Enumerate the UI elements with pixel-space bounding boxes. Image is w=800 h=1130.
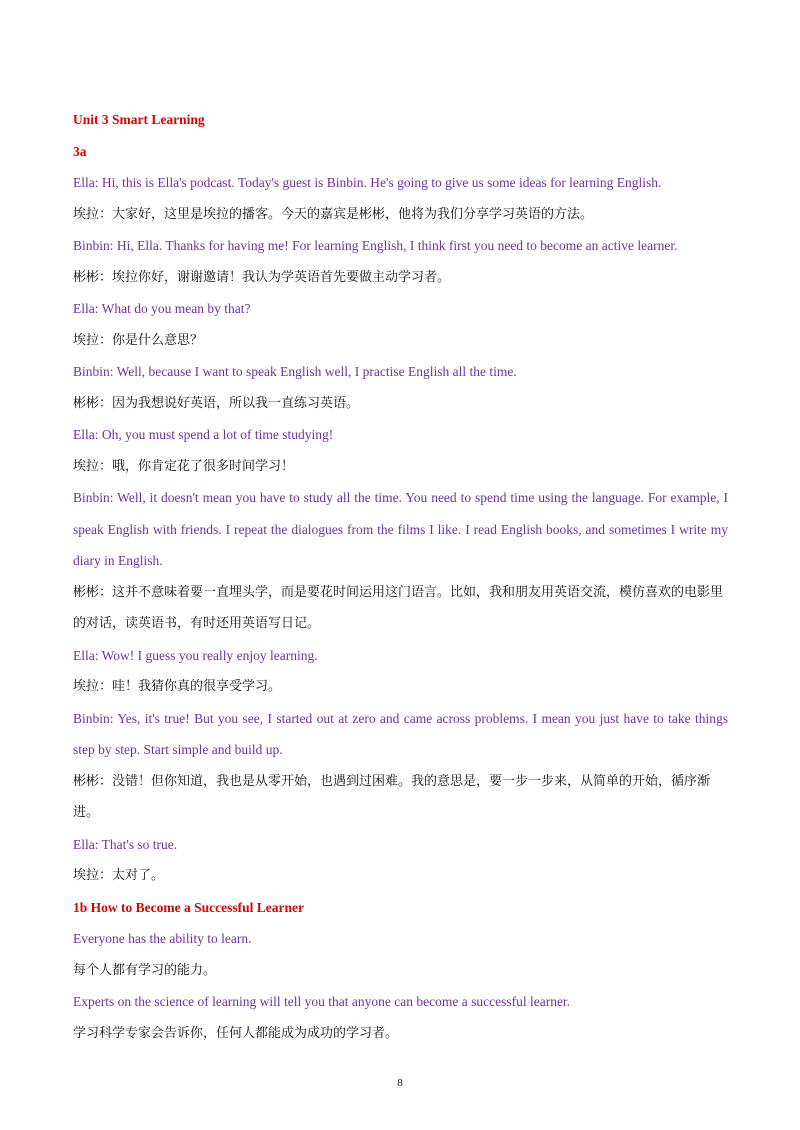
dialogue-line-chinese: 埃拉：你是什么意思？ bbox=[73, 332, 204, 348]
dialogue-line-english: Ella: Oh, you must spend a lot of time studying! bbox=[73, 427, 334, 442]
dialogue-line-chinese: 埃拉：大家好，这里是埃拉的播客。今天的嘉宾是彬彬，他将为我们分享学习英语的方法。 bbox=[73, 206, 594, 222]
unit-title: Unit 3 Smart Learning bbox=[73, 112, 205, 127]
passage-line-chinese: 每个人都有学习的能力。 bbox=[73, 962, 217, 978]
passage-line-english: Everyone has the ability to learn. bbox=[73, 931, 252, 946]
passage-line-english: Experts on the science of learning will tell you that anyone can become a successful learner. bbox=[73, 994, 571, 1009]
dialogue-line-chinese: 彬彬：因为我想说好英语，所以我一直练习英语。 bbox=[73, 395, 360, 411]
dialogue-line-english: Ella: That's so true. bbox=[73, 836, 178, 852]
section-heading-3a: 3a bbox=[73, 143, 87, 159]
dialogue-line-english: Ella: Hi, this is Ella's podcast. Today's guest is Binbin. He's going to give us some ideas for learning English. bbox=[73, 175, 662, 190]
dialogue-line-english: Ella: Wow! I guess you really enjoy learning. bbox=[73, 647, 318, 663]
dialogue-line-english: Binbin: Well, because I want to speak English well, I practise English all the time. bbox=[73, 364, 517, 379]
document-page bbox=[73, 104, 728, 1049]
passage-line-chinese: 学习科学专家会告诉你，任何人都能成为成功的学习者。 bbox=[73, 1025, 399, 1041]
dialogue-line-chinese: 埃拉：哦，你肯定花了很多时间学习！ bbox=[73, 458, 295, 474]
dialogue-line-chinese: 彬彬：没错！但你知道，我也是从零开始，也遇到过困难。我的意思是，要一步一步来，从简单的开始，循序渐进。 bbox=[73, 773, 711, 820]
dialogue-line-chinese: 埃拉：太对了。 bbox=[73, 868, 165, 883]
dialogue-line-chinese: 埃拉：哇！我猜你真的很享受学习。 bbox=[73, 679, 282, 694]
dialogue-line-chinese: 彬彬：这并不意味着要一直埋头学，而是要花时间运用这门语言。比如，我和朋友用英语交流，模仿喜欢的电影里的对话，读英语书，有时还用英语写日记。 bbox=[73, 584, 724, 631]
section-heading-1b: 1b How to Become a Successful Learner bbox=[73, 899, 304, 915]
dialogue-line-english: Binbin: Hi, Ella. Thanks for having me! For learning English, I think first you need to become an active learner. bbox=[73, 238, 678, 253]
dialogue-line-english: Ella: What do you mean by that? bbox=[73, 301, 251, 316]
dialogue-line-english: Binbin: Well, it doesn't mean you have to study all the time. You need to spend time using the language. For example, I speak English with friends. I repeat the dialogues from the films I like. I read English books, and sometimes I write my diary in English. bbox=[73, 490, 728, 568]
page-number: 8 bbox=[397, 1077, 403, 1089]
dialogue-line-chinese: 彬彬：埃拉你好，谢谢邀请！我认为学英语首先要做主动学习者。 bbox=[73, 269, 451, 285]
dialogue-line-english: Binbin: Yes, it's true! But you see, I started out at zero and came across problems. I mean you just have to take things step by step. Start simple and build up. bbox=[73, 710, 728, 757]
